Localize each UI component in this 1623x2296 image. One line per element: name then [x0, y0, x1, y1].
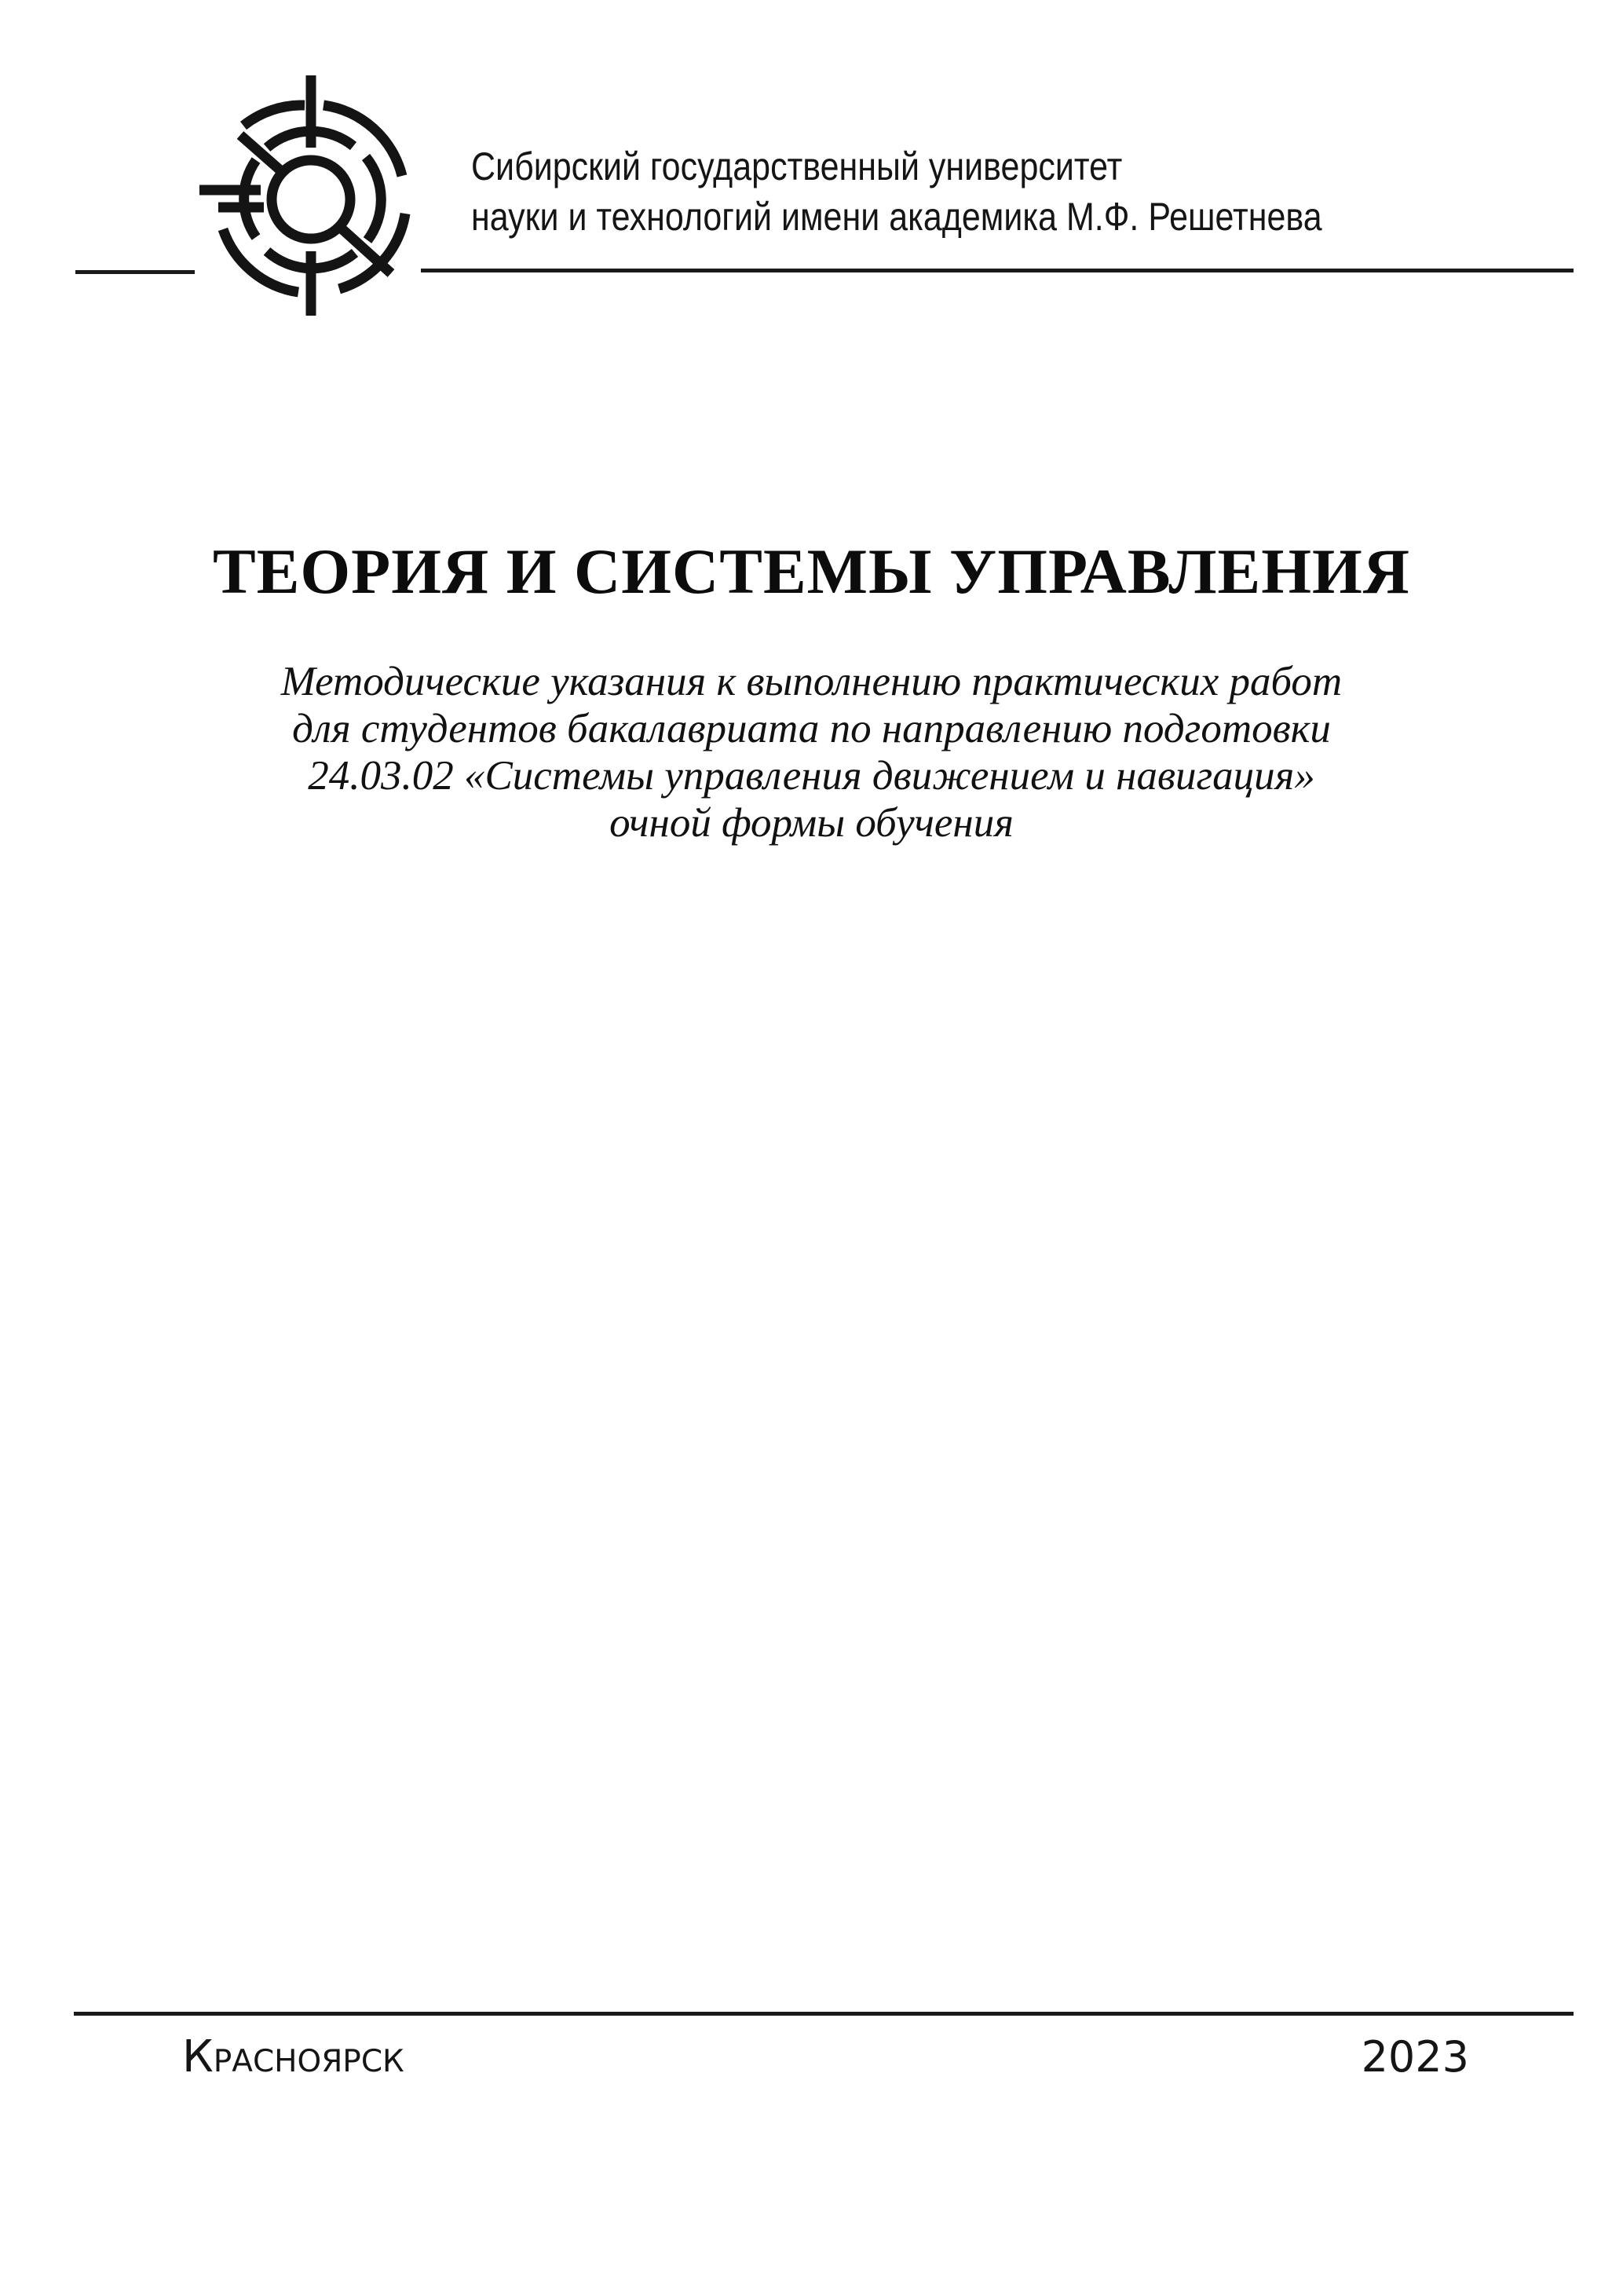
- document-subtitle: [0, 658, 1623, 846]
- university-name-line2: науки и технологий имени академика М.Ф. Решетнева: [471, 195, 1322, 239]
- header-rule-right: [421, 269, 1574, 272]
- header-rule-left: [75, 270, 195, 274]
- subtitle-line: Методические указания к выполнению практических работ: [280, 659, 1343, 704]
- university-name: [471, 141, 1322, 242]
- university-emblem-icon: [185, 72, 449, 324]
- subtitle-line: очной формы обучения: [609, 800, 1014, 846]
- footer-rule: [74, 2012, 1574, 2016]
- publication-year: 2023: [1361, 2032, 1469, 2082]
- subtitle-line: 24.03.02 «Системы управления движением и навигация»: [308, 753, 1315, 799]
- document-title: ТЕОРИЯ И СИСТЕМЫ УПРАВЛЕНИЯ: [213, 536, 1410, 607]
- university-name-line1: Сибирский государственный университет: [471, 144, 1123, 188]
- publication-city: Красноярск: [182, 2031, 404, 2082]
- subtitle-line: для студентов бакалавриата по направлению подготовки: [292, 706, 1331, 751]
